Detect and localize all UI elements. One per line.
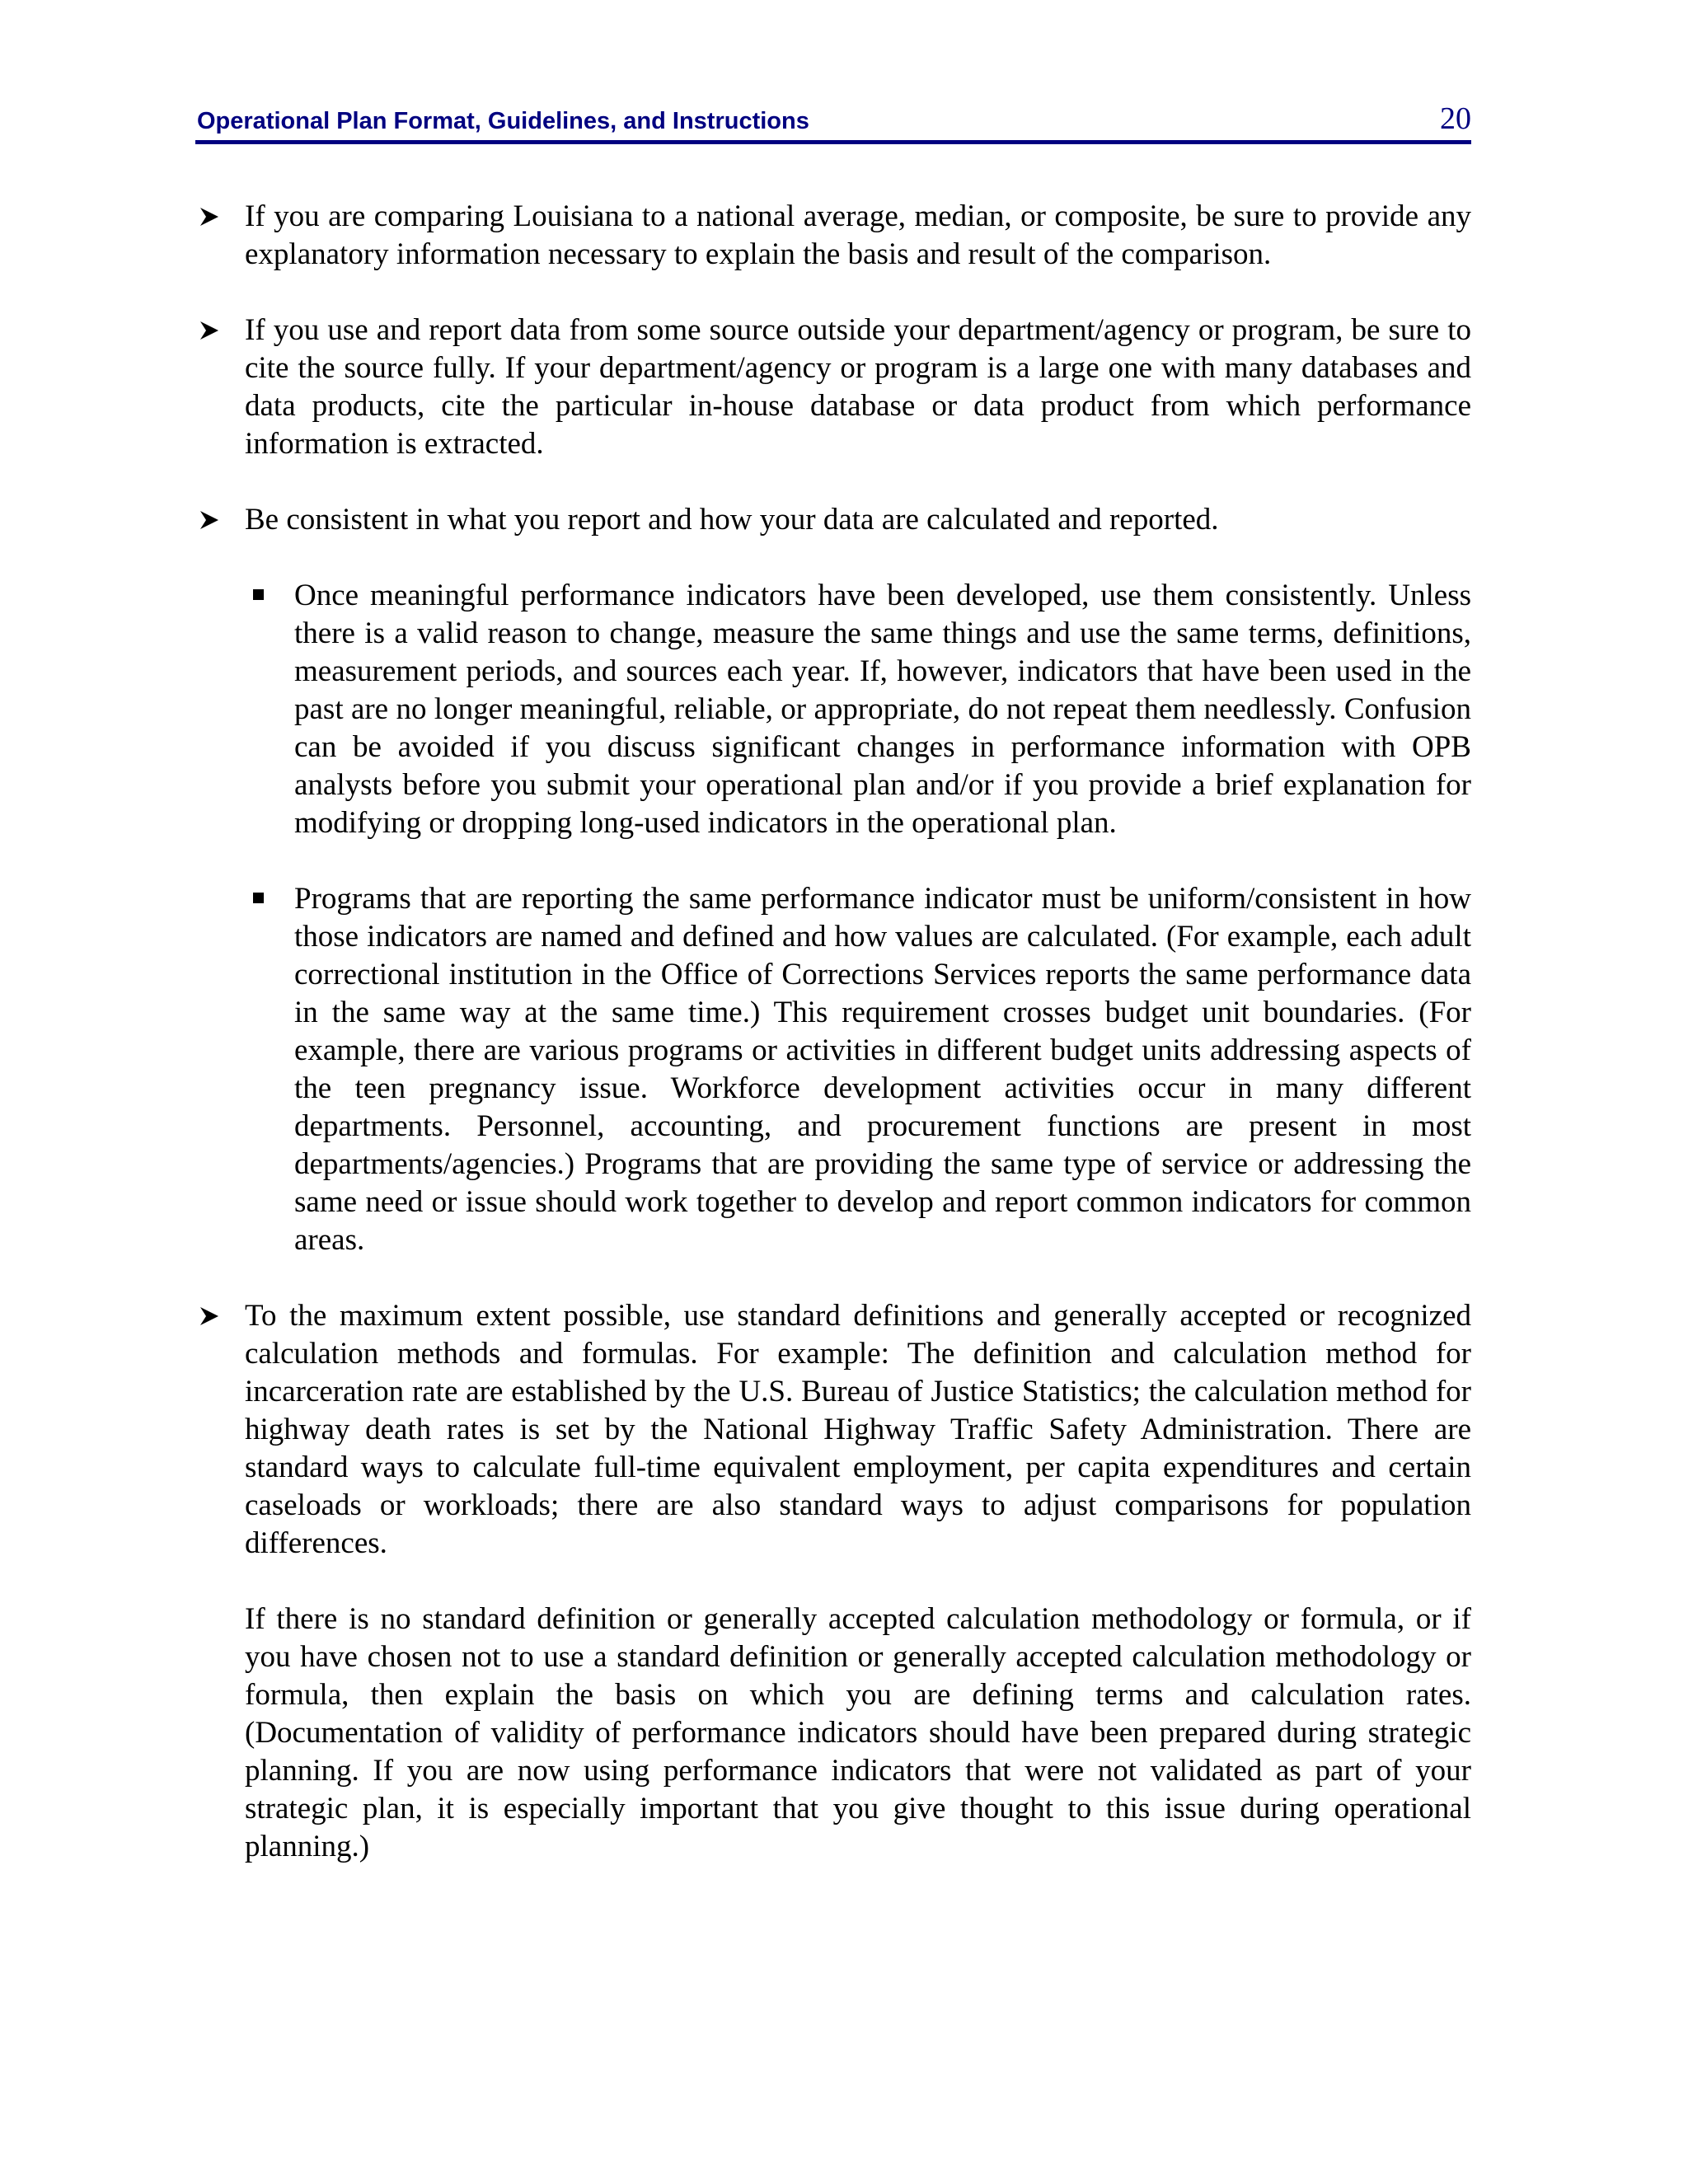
bullet-text: Be consistent in what you report and how your data are calculated and reported. [245,503,1219,537]
page-number: 20 [1440,101,1471,136]
subbullet-text: Programs that are reporting the same performance indicator must be uniform/consistent in how those indicators are named and defined and how values are calculated. (For example, each adult correctional institution in the Office of Corrections Services reports the same performance data in the same way at the same time.) This requirement crosses budget unit boundaries. (For example, there are various programs or activities in different budget units addressing aspects of the teen pregnancy issue. Workforce development activities occur in many different departments. Personnel, accounting, and procurement functions are present in most departments/agencies.) Programs that are providing the same type of service or addressing the same need or issue should work together to develop and report common indicators for common areas. [294,882,1471,1257]
square-bullet-icon [253,893,264,903]
bullet-text: If you are comparing Louisiana to a national average, median, or composite, be sure to provide any explanatory information necessary to explain the basis and result of the comparison. [245,199,1471,271]
bullet-item-be-consistent [195,501,1471,539]
bullet-item-standard-definitions [195,1297,1471,1866]
bullet-item-cite-source [195,312,1471,463]
arrow-bullet-icon [199,509,220,531]
body-content [195,198,1471,1904]
header-title: Operational Plan Format, Guidelines, and Instructions [197,108,809,134]
bullet-item-comparison [195,198,1471,274]
continuation-paragraph: If there is no standard definition or generally accepted calculation methodology or formula, or if you have chosen not to use a standard definition or generally accepted calculation methodology or formula, then explain the basis on which you are defining terms and calculation rates. (Documentation of validity of performance indicators should have been prepared during strategic planning. If you are now using performance indicators that were not validated as part of your strategic plan, it is especially important that you give thought to this issue during operational planning.) [245,1602,1471,1863]
arrow-bullet-icon [199,206,220,227]
subbullet-text: Once meaningful performance indicators have been developed, use them consistently. Unless there is a valid reason to change, measure the same things and use the same terms, definitions, measurement periods, and sources each year. If, however, indicators that have been used in the past are no longer meaningful, reliable, or appropriate, do not repeat them needlessly. Confusion can be avoided if you discuss significant changes in performance information with OPB analysts before you submit your operational plan and/or if you provide a brief explanation for modifying or dropping long-used indicators in the operational plan. [294,579,1471,840]
bullet-text: If you use and report data from some source outside your department/agency or program, be sure to cite the source fully. If your department/agency or program is a large one with many databases and data products, cite the particular in-house database or data product from which performance information is extracted. [245,313,1471,461]
bullet-text: To the maximum extent possible, use standard definitions and generally accepted or recognized calculation methods and formulas. For example: The definition and calculation method for incarceration rate are established by the U.S. Bureau of Justice Statistics; the calculation method for highway death rates is set by the National Highway Traffic Safety Administration. There are standard ways to calculate full-time equivalent employment, per capita expenditures and certain caseloads or workloads; there are also standard ways to adjust comparisons for population differences. [245,1299,1471,1560]
subbullet-item-uniform-programs [195,880,1471,1259]
arrow-bullet-icon [199,1305,220,1327]
subbullet-item-use-consistently [195,577,1471,842]
page-header [195,97,1471,144]
arrow-bullet-icon [199,320,220,341]
square-bullet-icon [253,589,264,600]
